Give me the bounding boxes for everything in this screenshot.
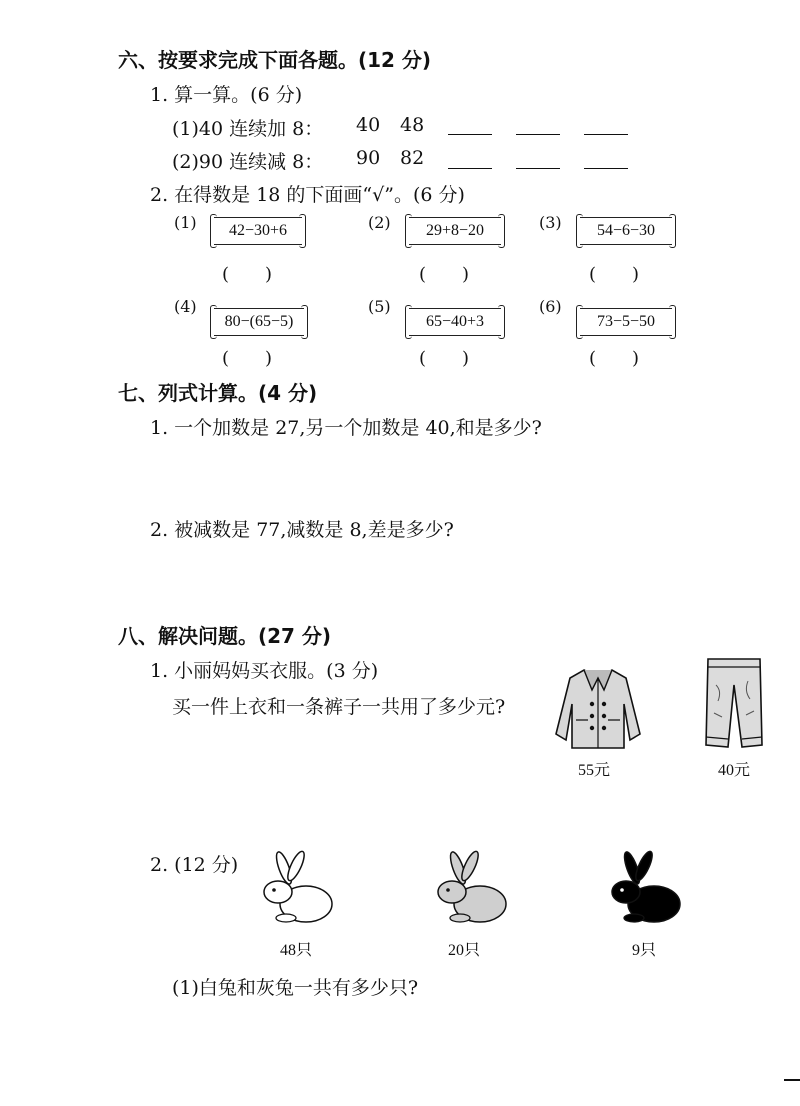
answer-paren[interactable]: ( ) (419, 264, 470, 285)
answer-paren[interactable]: ( ) (589, 264, 640, 285)
q6-1-row2-a: 90 (356, 147, 381, 169)
jacket-icon (552, 664, 644, 752)
item-tag: (3) (539, 213, 562, 232)
q7-1: 1. 一个加数是 27,另一个加数是 40,和是多少? (150, 417, 542, 439)
section-8-title: 八、解决问题。(27 分) (118, 624, 332, 648)
item-tag: (4) (174, 297, 197, 316)
white-rabbit-count: 48只 (280, 942, 313, 959)
q6-1-row1-a: 40 (356, 114, 381, 136)
answer-blank[interactable] (584, 134, 628, 135)
black-rabbit-icon (604, 850, 684, 926)
black-rabbit-count: 9只 (632, 942, 657, 959)
q8-2-title: 2. (12 分) (150, 854, 239, 876)
item-tag: (6) (539, 297, 562, 316)
pants-icon (700, 655, 768, 751)
answer-paren[interactable]: ( ) (222, 264, 273, 285)
white-rabbit-icon (256, 850, 336, 926)
section-7-title: 七、列式计算。(4 分) (118, 381, 318, 405)
answer-blank[interactable] (448, 134, 492, 135)
item-tag: (2) (368, 213, 391, 232)
jacket-price: 55元 (578, 762, 611, 779)
expression-card: 54−6−30 (580, 217, 672, 245)
answer-paren[interactable]: ( ) (222, 348, 273, 369)
expression-card: 65−40+3 (409, 308, 501, 336)
gray-rabbit-count: 20只 (448, 942, 481, 959)
expression-card: 80−(65−5) (214, 308, 304, 336)
section-6-title: 六、按要求完成下面各题。(12 分) (118, 48, 432, 72)
q6-1-row2-label: (2)90 连续减 8： (172, 151, 324, 173)
q8-1-question: 买一件上衣和一条裤子一共用了多少元? (172, 696, 506, 718)
q6-1-row2-b: 82 (400, 147, 425, 169)
answer-paren[interactable]: ( ) (419, 348, 470, 369)
q6-1-row1-b: 48 (400, 114, 425, 136)
answer-blank[interactable] (516, 134, 560, 135)
q6-1-title: 1. 算一算。(6 分) (150, 84, 303, 106)
item-tag: (1) (174, 213, 197, 232)
gray-rabbit-icon (430, 850, 510, 926)
pants-price: 40元 (718, 762, 751, 779)
q6-1-row1-label: (1)40 连续加 8： (172, 118, 324, 140)
q7-2: 2. 被减数是 77,减数是 8,差是多少? (150, 519, 454, 541)
answer-blank[interactable] (448, 168, 492, 169)
answer-blank[interactable] (584, 168, 628, 169)
answer-paren[interactable]: ( ) (589, 348, 640, 369)
expression-card: 29+8−20 (409, 217, 501, 245)
item-tag: (5) (368, 297, 391, 316)
page-edge-mark (784, 1079, 800, 1081)
answer-blank[interactable] (516, 168, 560, 169)
q8-2-sub1: (1)白兔和灰兔一共有多少只? (172, 977, 419, 999)
q6-2-title: 2. 在得数是 18 的下面画“√”。(6 分) (150, 184, 465, 206)
q8-1-title: 1. 小丽妈妈买衣服。(3 分) (150, 660, 379, 682)
expression-card: 42−30+6 (214, 217, 302, 245)
expression-card: 73−5−50 (580, 308, 672, 336)
